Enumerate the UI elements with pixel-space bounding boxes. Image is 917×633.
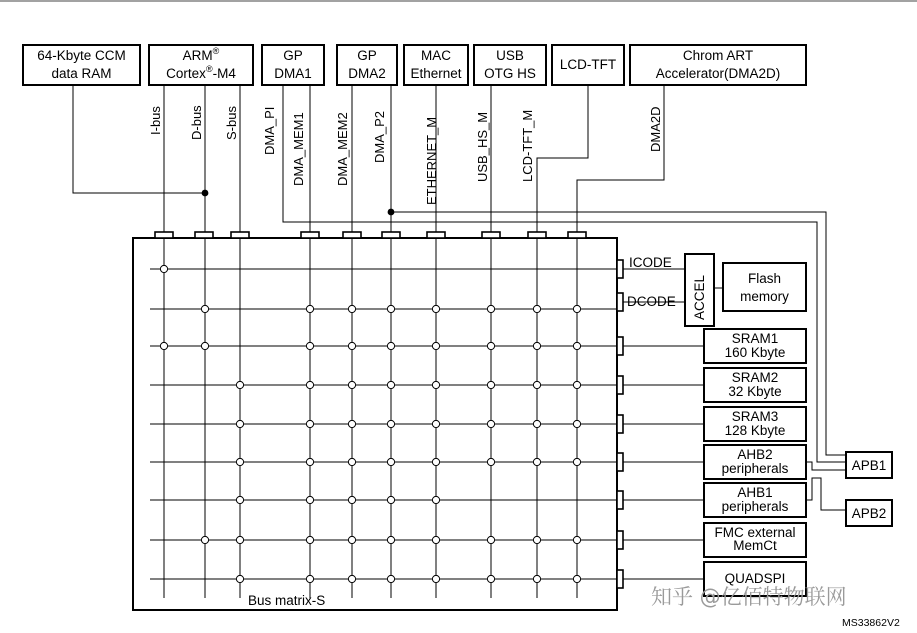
- flash-line2: memory: [740, 289, 789, 304]
- slave-ahb1: [704, 483, 806, 517]
- ahb2-line1: AHB2: [737, 447, 773, 462]
- accel-block: [685, 254, 714, 326]
- bus-label-dma-mem1: DMA_MEM1: [291, 112, 306, 186]
- matrix-node: [348, 575, 355, 582]
- matrix-node: [432, 381, 439, 388]
- bus-label-dma-mem2: DMA_MEM2: [335, 112, 350, 186]
- bus-label-dma2d: DMA2D: [648, 106, 663, 152]
- sram2-line1: SRAM2: [731, 370, 779, 385]
- dcode-label: DCODE: [627, 294, 676, 309]
- matrix-node: [432, 420, 439, 427]
- master-m4-label: -M4: [212, 66, 236, 81]
- matrix-node: [348, 305, 355, 312]
- accel-label: ACCEL: [692, 274, 707, 320]
- matrix-node: [306, 496, 313, 503]
- sram3-line2: 128 Kbyte: [724, 423, 786, 438]
- ahb1-line2: peripherals: [721, 499, 789, 514]
- matrix-node: [387, 575, 394, 582]
- flash-line1: Flash: [747, 271, 782, 286]
- slave-fmc: [704, 523, 806, 557]
- master-arm-label: ARM: [182, 48, 213, 63]
- slave-sram2: [704, 368, 806, 402]
- matrix-node: [533, 305, 540, 312]
- slave-sram3: [704, 407, 806, 441]
- slave-flash-memory: [723, 263, 806, 311]
- master-chrom-line1: Chrom ART: [682, 48, 754, 63]
- master-gp-dma2-line1: GP: [357, 48, 377, 63]
- matrix-node: [533, 575, 540, 582]
- matrix-grid: [150, 238, 617, 598]
- quadspi-label: QUADSPI: [724, 571, 786, 586]
- bus-label-usb-hs-m: USB_HS_M: [475, 111, 490, 182]
- master-ccm-ram: [23, 45, 140, 85]
- master-mac-line2: Ethernet: [410, 66, 462, 81]
- master-usb-line1: USB: [496, 48, 524, 63]
- matrix-node: [573, 536, 580, 543]
- master-ccm-ram-line2: data RAM: [51, 66, 112, 81]
- matrix-node: [348, 381, 355, 388]
- matrix-node: [201, 305, 208, 312]
- master-usb-line2: OTG HS: [484, 66, 536, 81]
- master-ccm-ram-line1: 64-Kbyte CCM: [37, 48, 126, 63]
- matrix-node: [306, 305, 313, 312]
- bus-matrix-label: Bus matrix-S: [248, 593, 326, 608]
- master-gp-dma2: [337, 45, 397, 85]
- master-bus-wires: [73, 85, 846, 462]
- matrix-node: [533, 536, 540, 543]
- matrix-node: [306, 536, 313, 543]
- matrix-node: [160, 265, 167, 272]
- sram3-line1: SRAM3: [731, 409, 779, 424]
- matrix-node: [487, 342, 494, 349]
- matrix-node: [348, 536, 355, 543]
- matrix-node: [236, 458, 243, 465]
- matrix-node: [573, 458, 580, 465]
- matrix-node: [160, 342, 167, 349]
- figure-code: MS33862V2: [842, 617, 900, 629]
- slave-sram1: [704, 329, 806, 363]
- bus-labels: [148, 105, 663, 205]
- master-lcd-tft: [552, 45, 624, 85]
- bus-label-lcd-tft-m: LCD-TFT_M: [520, 109, 535, 182]
- matrix-node: [487, 458, 494, 465]
- matrix-node: [573, 575, 580, 582]
- svg-text:ARM®: [183, 46, 220, 63]
- slave-ports: [617, 260, 623, 588]
- registered-mark-2: ®: [205, 64, 213, 74]
- matrix-node: [348, 342, 355, 349]
- bus-label-ibus: I-bus: [148, 106, 163, 135]
- apb1-box: [846, 452, 892, 478]
- matrix-node: [573, 342, 580, 349]
- fmc-line2: MemCt: [733, 538, 777, 553]
- bus-label-dma-pi: DMA_PI: [262, 106, 277, 155]
- watermark-text: 知乎 @亿佰特物联网: [651, 585, 847, 609]
- matrix-node: [348, 420, 355, 427]
- registered-mark: ®: [212, 46, 220, 56]
- ahb1-line1: AHB1: [737, 485, 773, 500]
- sram2-line2: 32 Kbyte: [728, 384, 782, 399]
- master-cortex-label: Cortex: [166, 66, 206, 81]
- bus-label-dbus: D-bus: [189, 105, 204, 140]
- matrix-node: [533, 420, 540, 427]
- matrix-node: [387, 420, 394, 427]
- master-usb-otg-hs: [474, 45, 546, 85]
- master-gp-dma1-line1: GP: [283, 48, 303, 63]
- matrix-node: [236, 420, 243, 427]
- matrix-node: [236, 381, 243, 388]
- matrix-node: [432, 575, 439, 582]
- matrix-node: [236, 536, 243, 543]
- ahb2-line2: peripherals: [721, 461, 789, 476]
- master-mac-line1: MAC: [421, 48, 451, 63]
- fmc-line1: FMC external: [714, 525, 796, 540]
- matrix-node: [387, 458, 394, 465]
- slave-ahb2: [704, 445, 806, 479]
- master-chrom-art: [630, 45, 806, 85]
- matrix-node: [487, 420, 494, 427]
- matrix-node: [432, 496, 439, 503]
- matrix-node: [306, 575, 313, 582]
- matrix-node: [573, 381, 580, 388]
- matrix-node: [573, 420, 580, 427]
- matrix-node: [306, 381, 313, 388]
- master-gp-dma1: [262, 45, 324, 85]
- apb1-label: APB1: [851, 458, 887, 473]
- matrix-node: [387, 342, 394, 349]
- junction-dot-dbus: [202, 190, 209, 197]
- icode-label: ICODE: [629, 255, 672, 270]
- master-lcd-label: LCD-TFT: [559, 57, 617, 72]
- apb2-label: APB2: [851, 506, 887, 521]
- matrix-node: [201, 536, 208, 543]
- bus-label-dma-p2: DMA_P2: [372, 110, 387, 163]
- matrix-node: [432, 536, 439, 543]
- junction-dot-dma2: [388, 209, 395, 216]
- matrix-node: [306, 342, 313, 349]
- sram1-line1: SRAM1: [731, 331, 779, 346]
- matrix-node: [432, 305, 439, 312]
- master-gp-dma1-line2: DMA1: [274, 66, 312, 81]
- matrix-node: [487, 305, 494, 312]
- matrix-node: [306, 458, 313, 465]
- matrix-node: [387, 536, 394, 543]
- matrix-node: [236, 496, 243, 503]
- matrix-node: [487, 381, 494, 388]
- matrix-node: [387, 305, 394, 312]
- matrix-node: [487, 536, 494, 543]
- matrix-node: [348, 458, 355, 465]
- matrix-node: [306, 420, 313, 427]
- svg-text:Cortex®-M4: [166, 64, 236, 81]
- master-chrom-line2: Accelerator(DMA2D): [655, 66, 781, 81]
- matrix-node: [432, 458, 439, 465]
- matrix-node: [348, 496, 355, 503]
- master-gp-dma2-line2: DMA2: [348, 66, 386, 81]
- matrix-node: [533, 458, 540, 465]
- matrix-node: [533, 381, 540, 388]
- matrix-node: [533, 342, 540, 349]
- bus-label-sbus: S-bus: [224, 106, 239, 140]
- apb2-box: [846, 500, 892, 526]
- matrix-node: [387, 496, 394, 503]
- bus-label-ethernet-m: ETHERNET_M: [424, 116, 439, 205]
- matrix-node: [573, 305, 580, 312]
- matrix-node: [236, 575, 243, 582]
- matrix-node: [201, 342, 208, 349]
- matrix-node: [387, 381, 394, 388]
- matrix-node: [432, 342, 439, 349]
- sram1-line2: 160 Kbyte: [724, 345, 786, 360]
- master-arm-cortex: [149, 45, 253, 85]
- matrix-node: [487, 575, 494, 582]
- master-mac-ethernet: [404, 45, 468, 85]
